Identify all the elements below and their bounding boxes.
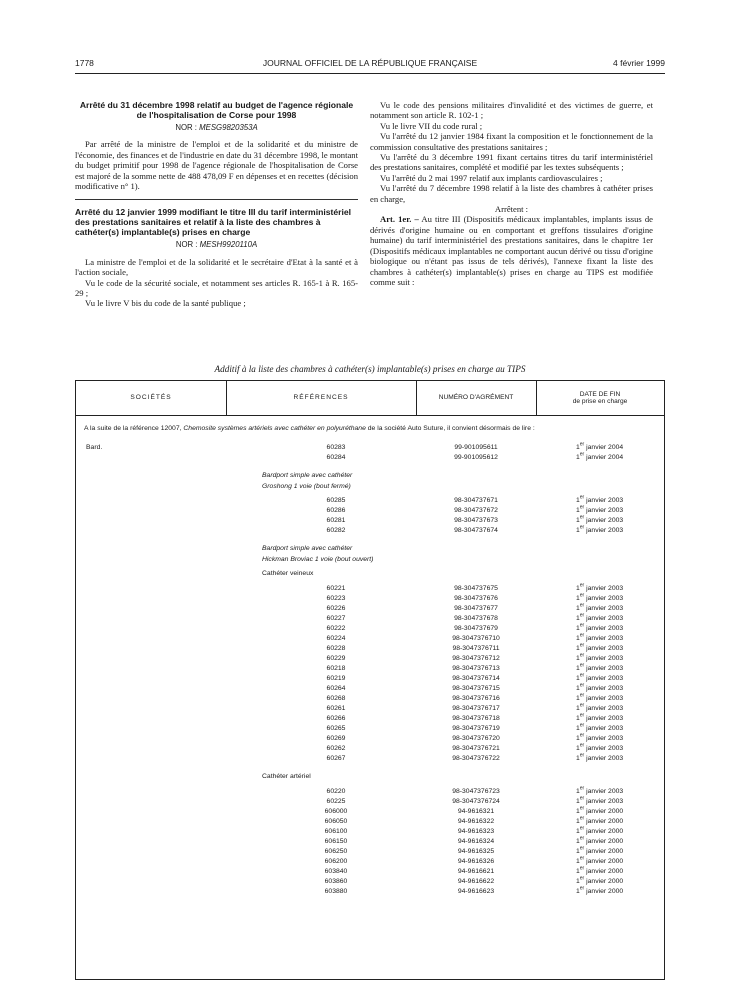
row-date: 1er janvier 2003 (576, 504, 624, 514)
catheter-table (75, 380, 665, 980)
row-numero: 98-3047376712 (452, 655, 500, 662)
header-societes: SOCIÉTÉS (130, 394, 172, 402)
row-date: 1er janvier 2003 (576, 592, 624, 602)
row-date: 1er janvier 2003 (576, 742, 624, 752)
header-numero: NUMÉRO D'AGRÉMENT (438, 394, 514, 402)
row-numero: 98-3047376720 (452, 735, 500, 742)
row-numero: 98-304737671 (454, 497, 498, 504)
row-date: 1er janvier 2000 (576, 805, 624, 815)
row-numero: 98-3047376711 (452, 645, 500, 652)
row-date: 1er janvier 2003 (576, 494, 624, 504)
header-date-line1: DATE DE FIN (579, 390, 621, 398)
row-reference: 60225 (326, 798, 346, 805)
row-reference: 606250 (324, 848, 348, 855)
row-date: 1er janvier 2000 (576, 825, 624, 835)
paragraph: Vu l'arrêté du 3 décembre 1991 fixant certains titres du tarif interministériel des prestations sanitaires, complété et modifié par les textes subséquents ; (370, 152, 653, 173)
row-reference: 60229 (326, 655, 346, 662)
row-numero: 98-304737678 (454, 615, 498, 622)
row-numero: 98-3047376716 (452, 695, 500, 702)
row-reference: 60228 (326, 645, 346, 652)
row-numero: 98-3047376715 (452, 685, 500, 692)
row-date: 1er janvier 2003 (576, 612, 624, 622)
row-date: 1er janvier 2000 (576, 865, 624, 875)
row-date: 1er janvier 2003 (576, 692, 624, 702)
row-reference: 60227 (326, 615, 346, 622)
row-numero: 98-3047376723 (452, 788, 500, 795)
table-intro: A la suite de la référence 12007, Chemosite systèmes artériels avec cathéter en polyuréthane de la société Auto Suture, il convient désormais de lire : (84, 425, 535, 432)
article1-title: Arrêté du 31 décembre 1998 relatif au budget de l'agence régionale de l'hospitalisation de Corse pour 1998 (79, 100, 354, 120)
row-numero: 94-9616325 (457, 848, 495, 855)
row-date: 1er janvier 2004 (576, 441, 624, 451)
row-date: 1er janvier 2003 (576, 682, 624, 692)
row-date: 1er janvier 2000 (576, 885, 624, 895)
paragraph: Vu le code de la sécurité sociale, et notamment ses articles R. 165-1 à R. 165-29 ; (75, 277, 358, 299)
nor-label: NOR : (175, 240, 198, 250)
paragraph: Vu l'arrêté du 7 décembre 1998 relatif à la liste des chambres à cathéter prises en charge, (370, 183, 653, 204)
row-numero: 98-304737679 (454, 625, 498, 632)
header-rule (75, 73, 665, 74)
row-reference: 606050 (324, 818, 348, 825)
row-reference: 603860 (324, 878, 348, 885)
row-numero: 98-3047376719 (452, 725, 500, 732)
paragraph: Vu le code des pensions militaires d'invalidité et des victimes de guerre, et notamment son article R. 102-1 ; (370, 100, 653, 121)
row-numero: 94-9616622 (457, 878, 495, 885)
row-reference: 606200 (324, 858, 348, 865)
article2-title: Arrêté du 12 janvier 1999 modifiant le titre III du tarif interministériel des prestations sanitaires et relatif à la liste des chambres à cathéter(s) implantable(s) prises en charge (75, 207, 352, 238)
row-numero: 98-304737672 (454, 507, 498, 514)
journal-title: JOURNAL OFFICIEL DE LA RÉPUBLIQUE FRANÇAISE (262, 58, 478, 68)
table-caption: Additif à la liste des chambres à cathéter(s) implantable(s) prises en charge au TIPS (214, 364, 526, 374)
row-numero: 98-3047376713 (452, 665, 500, 672)
row-date: 1er janvier 2003 (576, 582, 624, 592)
row-numero: 98-3047376724 (452, 798, 500, 805)
row-reference: 60286 (326, 507, 346, 514)
row-numero: 94-9616324 (457, 838, 495, 845)
article-1 (370, 214, 653, 287)
group-subtitle: Cathéter veineux (262, 570, 314, 577)
header-references: RÉFÉRENCES (293, 394, 349, 402)
company-name: Bard. (86, 444, 103, 451)
row-date: 1er janvier 2000 (576, 835, 624, 845)
row-numero: 98-3047376714 (452, 675, 500, 682)
row-date: 1er janvier 2003 (576, 602, 624, 612)
nor-label: NOR : (175, 123, 197, 132)
row-numero: 98-3047376721 (452, 745, 500, 752)
row-numero: 94-9616321 (457, 808, 495, 815)
left-column (75, 100, 358, 309)
row-numero: 98-3047376718 (452, 715, 500, 722)
header-date (536, 381, 664, 415)
row-date: 1er janvier 2003 (576, 712, 624, 722)
paragraph: Vu l'arrêté du 2 mai 1997 relatif aux implants cardiovasculaires ; (380, 172, 603, 183)
row-reference: 60284 (326, 454, 346, 461)
row-date: 1er janvier 2000 (576, 875, 624, 885)
group-title: Hickman Broviac 1 voie (bout ouvert) (262, 556, 374, 563)
row-date: 1er janvier 2004 (576, 451, 624, 461)
row-reference: 60222 (326, 625, 346, 632)
row-reference: 60261 (326, 705, 346, 712)
row-numero: 98-304737673 (454, 517, 498, 524)
row-reference: 60268 (326, 695, 346, 702)
row-date: 1er janvier 2003 (576, 795, 624, 805)
right-column (370, 100, 653, 287)
article1-body: Par arrêté de la ministre de l'emploi et de la solidarité et du ministre de l'économie, des finances et de l'industrie en date du 31 décembre 1998, le montant du budget primitif pour 1998 de l'agence régionale de l'hospitalisation de Corse est majoré de la somme nette de 488 478,09 F en dépenses et en recettes (décision modificative n° 1). (75, 139, 358, 192)
row-date: 1er janvier 2003 (576, 642, 624, 652)
row-reference: 60266 (326, 715, 346, 722)
group-title: Bardport simple avec cathéter (262, 545, 353, 552)
row-numero: 94-9616323 (457, 828, 495, 835)
row-date: 1er janvier 2003 (576, 722, 624, 732)
row-reference: 60285 (326, 497, 346, 504)
paragraph: Vu l'arrêté du 12 janvier 1984 fixant la composition et le fonctionnement de la commission consultative des prestations sanitaires ; (370, 131, 653, 152)
row-date: 1er janvier 2000 (576, 845, 624, 855)
row-reference: 60224 (326, 635, 346, 642)
row-reference: 606100 (324, 828, 348, 835)
row-date: 1er janvier 2003 (576, 672, 624, 682)
row-numero: 94-9616322 (457, 818, 495, 825)
row-date: 1er janvier 2003 (576, 785, 624, 795)
nor-code: MESG9820353A (199, 123, 258, 132)
row-numero: 98-304737675 (454, 585, 498, 592)
row-reference: 60282 (326, 527, 346, 534)
row-numero: 94-9616621 (457, 868, 495, 875)
row-reference: 60221 (326, 585, 346, 592)
row-reference: 606000 (324, 808, 348, 815)
paragraph: La ministre de l'emploi et de la solidarité et le secrétaire d'Etat à la santé et à l'action sociale, (75, 256, 358, 278)
row-reference: 60265 (326, 725, 346, 732)
article-separator (75, 199, 358, 200)
row-reference: 603840 (324, 868, 348, 875)
row-date: 1er janvier 2000 (576, 855, 624, 865)
row-numero: 98-3047376717 (452, 705, 500, 712)
row-numero: 98-304737677 (454, 605, 498, 612)
page-header (75, 58, 665, 72)
row-numero: 94-9616623 (457, 888, 495, 895)
row-date: 1er janvier 2003 (576, 524, 624, 534)
table-header (76, 381, 664, 416)
header-date-line2: de prise en charge (572, 398, 628, 405)
row-reference: 60218 (326, 665, 346, 672)
row-date: 1er janvier 2000 (576, 815, 624, 825)
row-reference: 60226 (326, 605, 346, 612)
group-title: Groshong 1 voie (bout fermé) (262, 483, 351, 490)
row-date: 1er janvier 2003 (576, 632, 624, 642)
row-numero: 98-304737676 (454, 595, 498, 602)
paragraph: Vu le livre VII du code rural ; (380, 120, 483, 131)
article2-nor (75, 240, 358, 250)
article1-nor (75, 123, 358, 133)
paragraph: Vu le livre V bis du code de la santé publique ; (85, 298, 246, 309)
article-1-text: Au titre III (Dispositifs médicaux implantables, implants issus de dérivés d'origine humaine ou en comportant et greffons tissulaires d'origine humaine) du tarif interministériel des prestations sanitaires, dans le chapitre 1er (Dispositifs médicaux implantables ne comportant aucun dérivé ou tissu d'origine biologique ou n'étant pas issus de tels dérivés), l'annexe fixant la liste des chambres à cathéter(s) implantable(s) prises en charge au TIPS est modifiée comme suit : (370, 214, 653, 287)
arretent: Arrêtent : (494, 204, 529, 215)
issue-date: 4 février 1999 (613, 58, 665, 68)
row-reference: 60264 (326, 685, 346, 692)
row-reference: 60223 (326, 595, 346, 602)
nor-code: MESH9920110A (199, 240, 258, 250)
row-reference: 60220 (326, 788, 346, 795)
row-date: 1er janvier 2003 (576, 652, 624, 662)
row-reference: 60262 (326, 745, 346, 752)
row-reference: 60267 (326, 755, 346, 762)
group-subtitle: Cathéter artériel (262, 773, 311, 780)
row-date: 1er janvier 2003 (576, 514, 624, 524)
row-numero: 98-3047376722 (452, 755, 500, 762)
row-date: 1er janvier 2003 (576, 622, 624, 632)
row-reference: 60269 (326, 735, 346, 742)
row-numero: 99-901095612 (454, 454, 498, 461)
row-reference: 603880 (324, 888, 348, 895)
row-date: 1er janvier 2003 (576, 752, 624, 762)
row-numero: 94-9616326 (457, 858, 495, 865)
row-reference: 60281 (326, 517, 346, 524)
row-numero: 99-901095611 (454, 444, 498, 451)
group-title: Bardport simple avec cathéter (262, 472, 353, 479)
row-numero: 98-3047376710 (452, 635, 500, 642)
row-reference: 606150 (324, 838, 348, 845)
row-numero: 98-304737674 (454, 527, 498, 534)
row-date: 1er janvier 2003 (576, 702, 624, 712)
row-reference: 60283 (326, 444, 346, 451)
row-date: 1er janvier 2003 (576, 732, 624, 742)
intro-product: Chemosite systèmes artériels avec cathéter en polyuréthane (183, 425, 366, 432)
row-date: 1er janvier 2003 (576, 662, 624, 672)
article-1-label: Art. 1er. – (380, 214, 419, 225)
page-number: 1778 (75, 58, 94, 68)
row-reference: 60219 (326, 675, 346, 682)
